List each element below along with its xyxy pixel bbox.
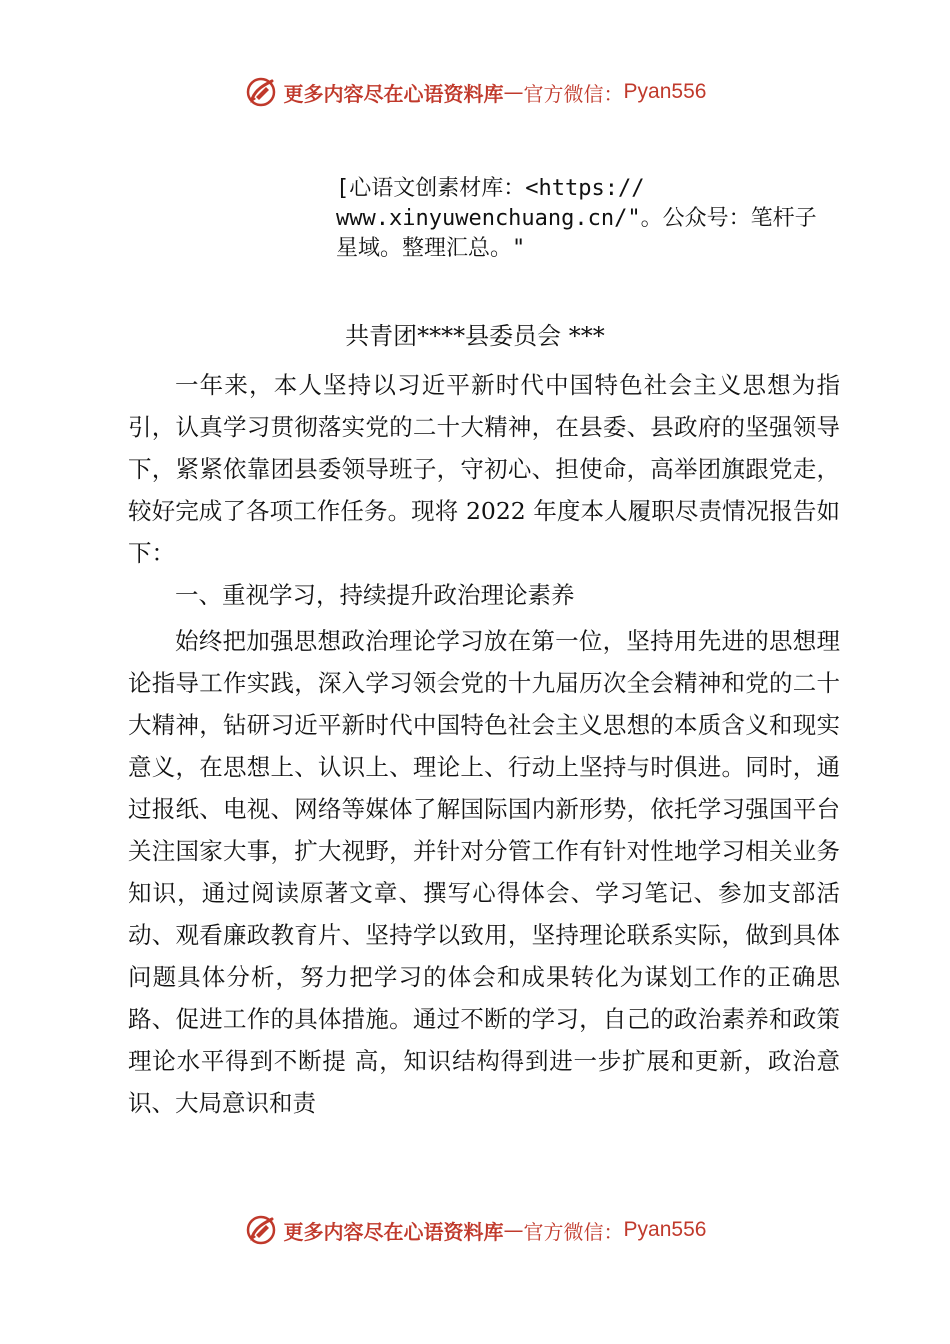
header-banner (0, 70, 950, 114)
brush-pen-logo-icon (244, 1213, 278, 1247)
footer-dash: — (503, 1218, 524, 1242)
document-body (128, 364, 840, 1124)
section-body-paragraph: 始终把加强思想政治理论学习放在第一位，坚持用先进的思想理论指导工作实践，深入学习领会党的十九届历次全会精神和党的二十大精神，钻研习近平新时代中国特色社会主义思想的本质含义和现实意义，在思想上、认识上、理论上、行动上坚持与时俱进。同时，通过报纸、电视、网络等媒体了解国际国内新形势，依托学习强国平台关注国家大事，扩大视野，并针对分管工作有针对性地学习相关业务知识，通过阅读原著文章、撰写心得体会、学习笔记、参加支部活动、观看廉政教育片、坚持学以致用，坚持理论联系实际，做到具体问题具体分析，努力把学习的体会和成果转化为谋划工作的正确思路、促进工作的具体措施。通过不断的学习，自己的政治素养和政策理论水平得到不断提 高，知识结构得到进一步扩展和更新，政治意识、大局意识和责 (128, 627, 840, 1117)
footer-wechat-id: Pyan556 (623, 1218, 707, 1241)
footer-official-text: 官方微信： (523, 1219, 624, 1244)
section-heading: 一、重视学习，持续提升政治理论素养 (175, 581, 575, 609)
intro-paragraph: 一年来，本人坚持以习近平新时代中国特色社会主义思想为指引，认真学习贯彻落实党的二十大精神，在县委、县政府的坚强领导下，紧紧依靠团县委领导班子，守初心、担使命，高举团旗跟党走，较好完成了各项工作任务。现将 2022 年度本人履职尽责情况报告如下： (128, 371, 840, 567)
banner-dash: — (503, 80, 524, 104)
source-note: [心语文创素材库：<https:// www.xinyuwenchuang.cn/"。公众号：笔杆子 星域。整理汇总。" (336, 176, 817, 261)
document-title: 共青团****县委员会 *** (345, 322, 605, 350)
footer-site-text: 更多内容尽在心语资料库 (283, 1219, 504, 1244)
banner-wechat-id: Pyan556 (623, 80, 707, 103)
banner-site-text: 更多内容尽在心语资料库 (283, 81, 504, 106)
footer-banner (0, 1208, 950, 1252)
brush-pen-logo-icon (244, 75, 278, 109)
banner-official-text: 官方微信： (523, 81, 624, 106)
